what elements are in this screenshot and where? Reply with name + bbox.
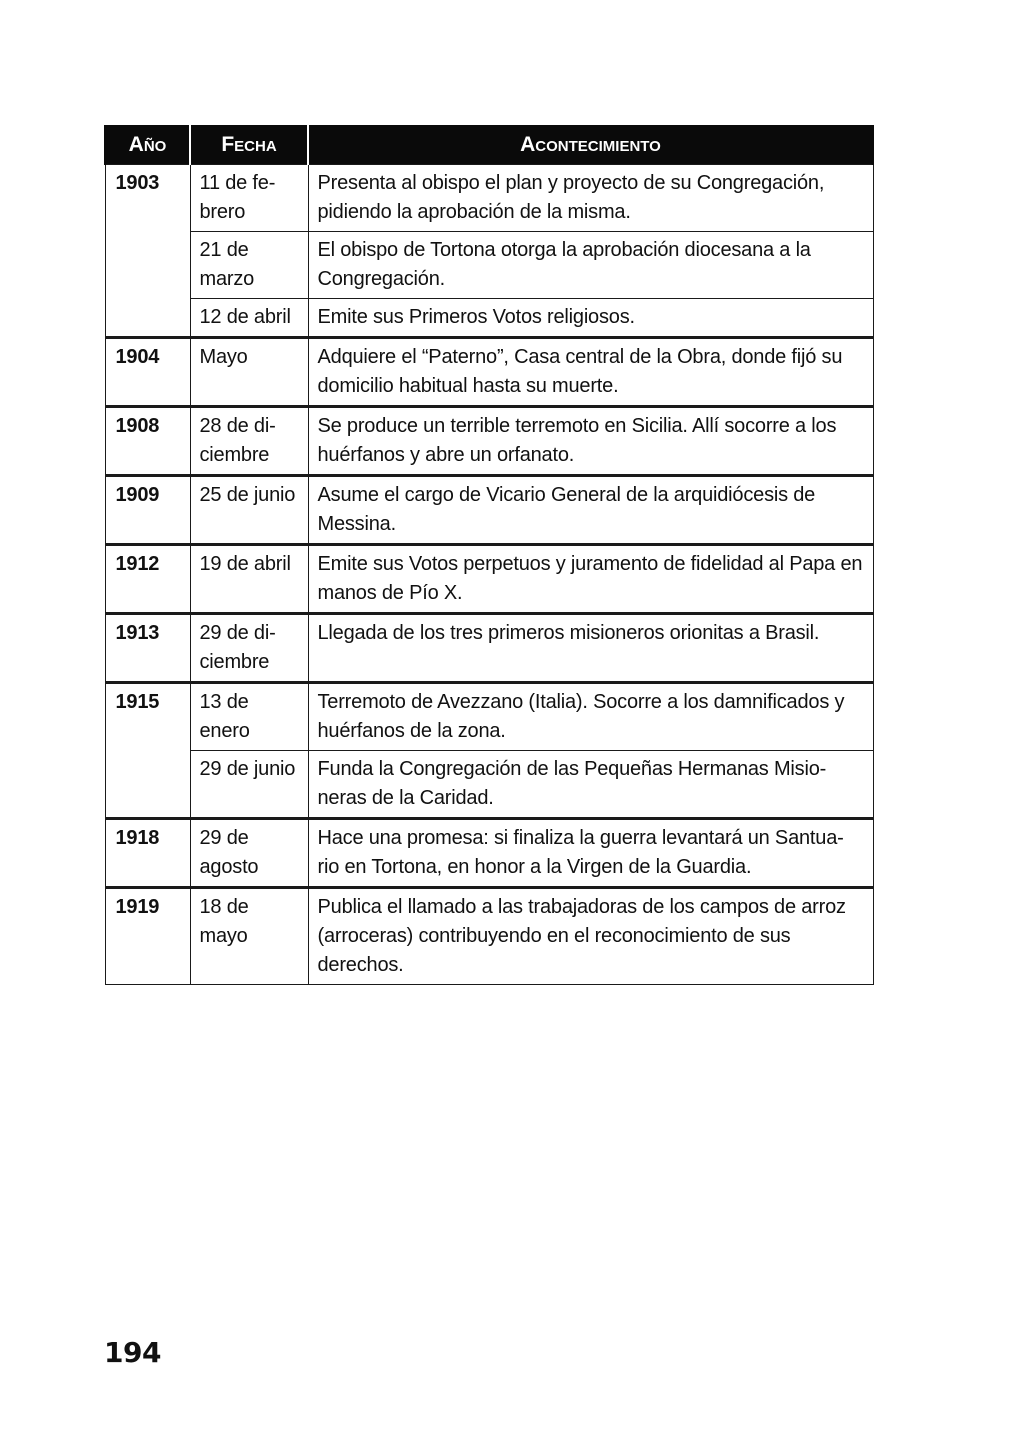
- table-header: [105, 125, 873, 165]
- table-row: [105, 338, 873, 407]
- year-group: [105, 545, 873, 614]
- table-row: [105, 545, 873, 614]
- event-cell: Llegada de los tres primeros misioneros orionitas a Brasil.: [308, 614, 873, 683]
- event-cell: Terremoto de Avezzano (Italia). Socorre a los damnificados y huérfanos de la zona.: [308, 683, 873, 751]
- chronology-table: [104, 125, 874, 985]
- table-row: [105, 299, 873, 338]
- table-row: [105, 407, 873, 476]
- date-cell: 28 de di- ciembre: [190, 407, 308, 476]
- year-cell: 1903: [105, 165, 190, 338]
- table-row: [105, 819, 873, 888]
- table-row: [105, 165, 873, 232]
- date-cell: 29 de di- ciembre: [190, 614, 308, 683]
- event-cell: Presenta al obispo el plan y proyecto de su Congregación, pidiendo la aprobación de la misma.: [308, 165, 873, 232]
- year-group: [105, 614, 873, 683]
- table-row: [105, 476, 873, 545]
- header-event: Acontecimiento: [308, 125, 873, 165]
- event-cell: El obispo de Tortona otorga la aprobación diocesana a la Congregación.: [308, 232, 873, 299]
- event-cell: Emite sus Primeros Votos religiosos.: [308, 299, 873, 338]
- year-cell: 1909: [105, 476, 190, 545]
- table-row: [105, 683, 873, 751]
- year-group: [105, 683, 873, 819]
- date-cell: 18 de mayo: [190, 888, 308, 985]
- event-cell: Se produce un terrible terremoto en Sicilia. Allí socorre a los huérfanos y abre un orfanato.: [308, 407, 873, 476]
- date-cell: 29 de agosto: [190, 819, 308, 888]
- year-cell: 1918: [105, 819, 190, 888]
- header-row: [105, 125, 873, 165]
- event-cell: Publica el llamado a las trabajadoras de los campos de arroz (arroceras) contribuyendo en el reconocimiento de sus derechos.: [308, 888, 873, 985]
- table-row: [105, 614, 873, 683]
- header-date: Fecha: [190, 125, 308, 165]
- date-cell: Mayo: [190, 338, 308, 407]
- event-cell: Asume el cargo de Vicario General de la arquidiócesis de Messina.: [308, 476, 873, 545]
- year-group: [105, 407, 873, 476]
- year-cell: 1912: [105, 545, 190, 614]
- header-year: Año: [105, 125, 190, 165]
- event-cell: Funda la Congregación de las Pequeñas Hermanas Misio- neras de la Caridad.: [308, 751, 873, 819]
- event-cell: Hace una promesa: si finaliza la guerra levantará un Santua- rio en Tortona, en honor a la Virgen de la Guardia.: [308, 819, 873, 888]
- table-row: [105, 888, 873, 985]
- date-cell: 11 de fe- brero: [190, 165, 308, 232]
- year-cell: 1913: [105, 614, 190, 683]
- table-row: [105, 232, 873, 299]
- year-group: [105, 165, 873, 338]
- event-cell: Adquiere el “Paterno”, Casa central de la Obra, donde fijó su domicilio habitual hasta su muerte.: [308, 338, 873, 407]
- date-cell: 25 de junio: [190, 476, 308, 545]
- year-cell: 1904: [105, 338, 190, 407]
- table-row: [105, 751, 873, 819]
- year-group: [105, 338, 873, 407]
- date-cell: 29 de junio: [190, 751, 308, 819]
- year-group: [105, 819, 873, 888]
- date-cell: 21 de marzo: [190, 232, 308, 299]
- page-number: 194: [104, 1336, 161, 1369]
- date-cell: 12 de abril: [190, 299, 308, 338]
- year-group: [105, 888, 873, 985]
- year-cell: 1915: [105, 683, 190, 819]
- date-cell: 13 de enero: [190, 683, 308, 751]
- event-cell: Emite sus Votos perpetuos y juramento de fidelidad al Papa en manos de Pío X.: [308, 545, 873, 614]
- date-cell: 19 de abril: [190, 545, 308, 614]
- year-cell: 1919: [105, 888, 190, 985]
- year-group: [105, 476, 873, 545]
- year-cell: 1908: [105, 407, 190, 476]
